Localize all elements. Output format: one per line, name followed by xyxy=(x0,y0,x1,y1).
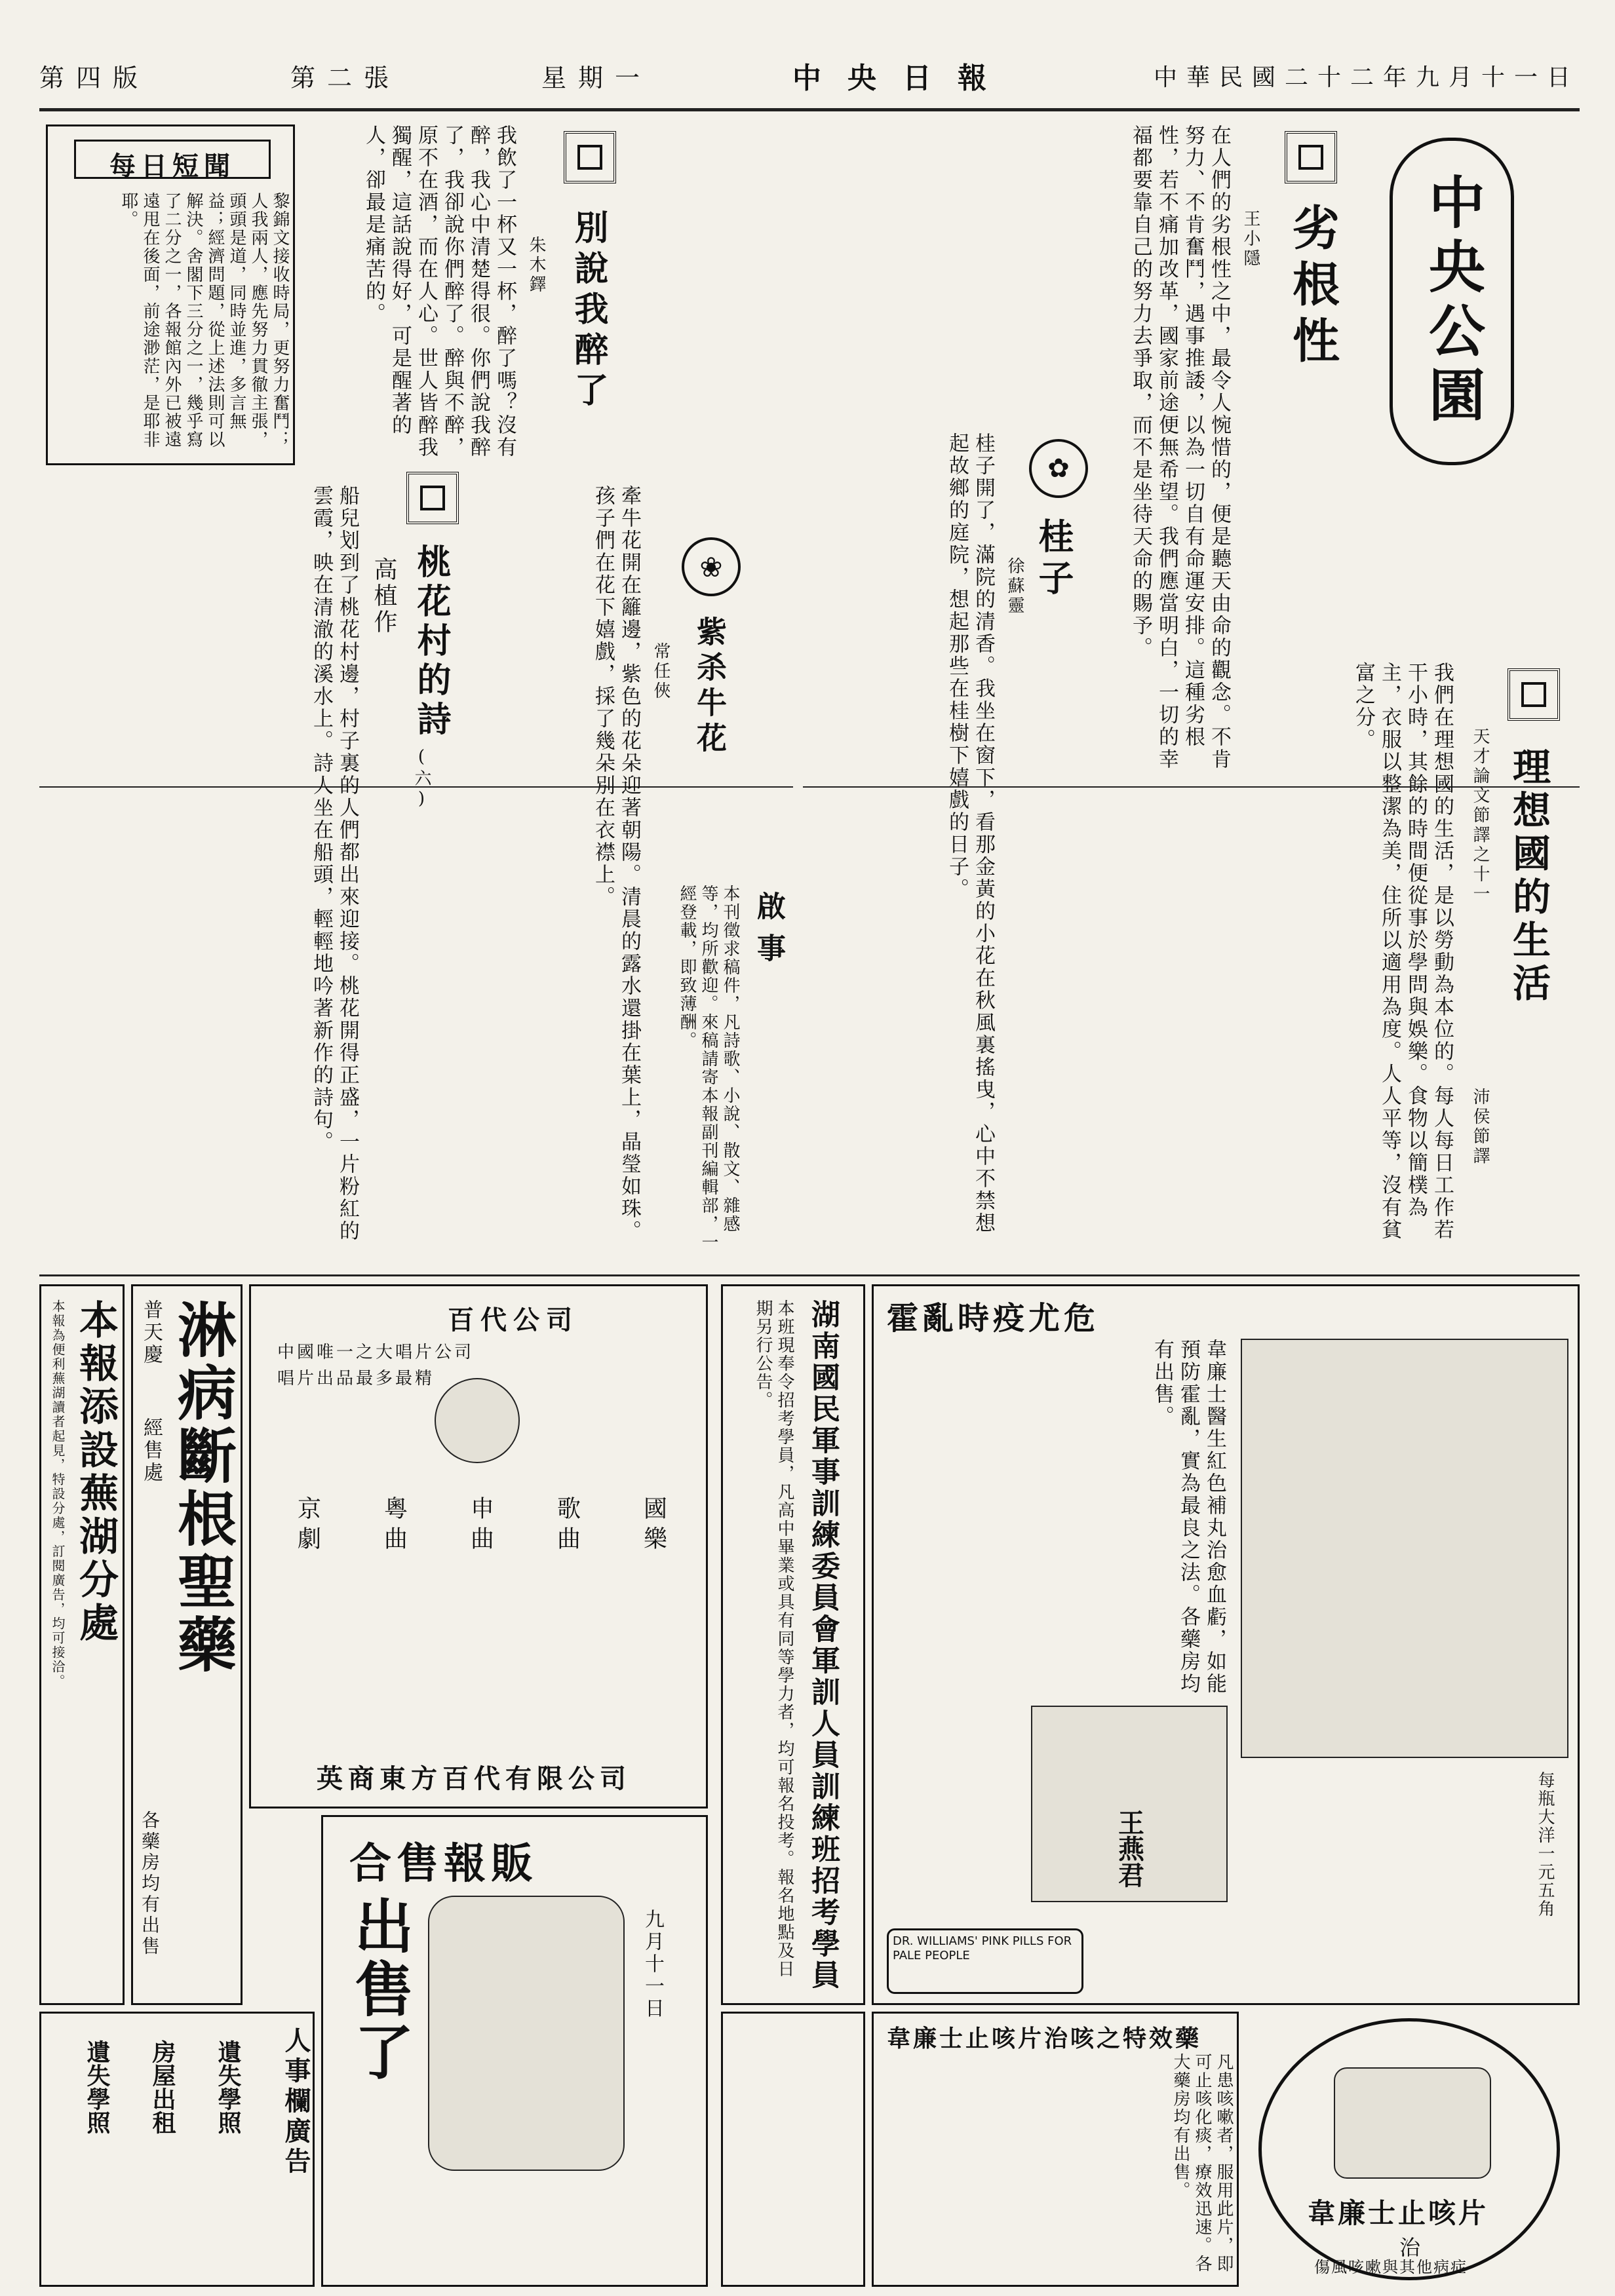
lixiangguo-subtitle: 天才論文節譯之十一 xyxy=(1470,727,1490,904)
issue-date: 中華民國二十二年九月十一日 xyxy=(1153,64,1580,91)
product-item: 粵曲 xyxy=(380,1496,408,1556)
emblem-frame xyxy=(1390,138,1514,465)
product-item: 申曲 xyxy=(467,1496,494,1556)
masthead-rule xyxy=(39,108,1580,111)
ziteng-body: 牽牛花開在籬邊，紫色的花朵迎著朝陽。清晨的露水還掛在葉上，晶瑩如珠。孩子們在花下嬉戲，採了幾朵別在衣襟上。 xyxy=(591,485,641,1242)
doctor-patient-illustration xyxy=(1241,1339,1568,1758)
qishi-body: 本刊徵求稿件，凡詩歌、小說、散文、雜感等，均所歡迎。來稿請寄本報副刊編輯部，一經登載，即致薄酬。 xyxy=(677,885,740,1252)
linbing-headline: 淋病斷根聖藥 xyxy=(167,1299,237,1677)
woman-illustration xyxy=(428,1896,625,2171)
biewo-author: 朱木鐸 xyxy=(526,236,546,295)
taohua-title: 桃花村的詩 xyxy=(411,544,451,740)
linbing-shop: 經售處 xyxy=(140,1417,163,1484)
taohua-body: 船兒划到了桃花村邊，村子裏的人們都出來迎接。桃花開得正盛，一片粉紅的雲霞，映在清澈的溪水上。詩人坐在船頭，輕輕地吟著新作的詩句。 xyxy=(309,485,359,1242)
kesou-circle xyxy=(1258,2018,1560,2280)
kesou-label-sub: 治 xyxy=(1399,2235,1421,2260)
linbing-ad xyxy=(131,1284,243,2005)
flower-icon: ✿ xyxy=(1029,439,1088,498)
huoluan-headline: 霍亂時疫尤危 xyxy=(887,1300,1100,1337)
ziteng-title: 紫杀牛花 xyxy=(692,616,728,757)
kesou-body: 凡患咳嗽者，服用此片，即可止咳化痰，療效迅速。各大藥房均有出售。 xyxy=(1171,2053,1234,2273)
hehe-headline: 合售報販 xyxy=(349,1839,538,1888)
product-item: 國樂 xyxy=(640,1496,667,1556)
pathe-ad xyxy=(249,1284,708,1808)
weekday: 星期一 xyxy=(541,63,652,92)
ornament-icon xyxy=(1285,131,1337,183)
guizi-article xyxy=(813,426,1101,1265)
misc-listing xyxy=(721,2012,865,2287)
guizi-author: 徐蘇靈 xyxy=(1005,557,1024,616)
biewo-article xyxy=(302,124,629,465)
lexing-body: 在人們的劣根性之中，最令人惋惜的，便是聽天由命的觀念。不肯努力、不肯奮鬥，遇事推諉，以為一切自有命運安排。這種劣根性，若不痛加改革，國家前途便無希望。我們應當明白，一切的幸福都要靠自己的努力去爭取，而不是坐待天命的賜予。 xyxy=(1129,124,1231,771)
training-headline: 湖南國民軍事訓練委員會軍訓人員訓練班招考學員 xyxy=(806,1299,840,1991)
hehe-date: 九月十一日 xyxy=(641,1909,664,2020)
huoluan-ad xyxy=(872,1284,1580,2005)
masthead xyxy=(39,46,1580,105)
daily-news-body: 黎錦文接收時局，更努力奮鬥；人我兩人，應先努力貫徹主張，頭頭是道，同時並進，多言無益；經濟問題，從上述法則可以解決。舍閣下三分之一，幾乎寫了二分之一，各報館內外已被遠遠甩在後面，前途渺茫，是耶非耶。 xyxy=(119,192,290,449)
biewo-title: 別說我醉了 xyxy=(568,210,608,413)
renshi-headline: 人事欄廣告 xyxy=(281,2027,311,2177)
renshi-ad xyxy=(39,2012,315,2287)
figures-illustration xyxy=(1334,2067,1491,2179)
doctor-name: 王燕君 xyxy=(1114,1809,1145,1888)
wuhu-body: 本報為便利蕪湖讀者起見，特設分處，訂閱廣告，均可接洽。 xyxy=(50,1299,66,1689)
daily-news-box xyxy=(46,124,295,465)
zhongyang-title: 中央公園 xyxy=(1419,173,1485,430)
lixiangguo-article xyxy=(1114,655,1573,1265)
hehe-ad xyxy=(321,1815,708,2287)
daily-news-title: 每日短聞 xyxy=(74,140,271,179)
renshi-item: 房屋出租 xyxy=(149,2040,176,2134)
renshi-item: 遺失學照 xyxy=(83,2040,111,2134)
lexing-title: 劣根性 xyxy=(1285,203,1340,372)
section-label: 第二張 xyxy=(290,63,401,92)
pink-pills-package: DR. WILLIAMS' PINK PILLS FOR PALE PEOPLE xyxy=(887,1928,1083,1994)
kesou-label xyxy=(1245,2012,1573,2287)
pathe-slogan: 中國唯一之大唱片公司 xyxy=(277,1343,475,1362)
qishi-notice xyxy=(675,878,787,1258)
doctor-portrait xyxy=(1031,1706,1228,1902)
paper-title: 中央日報 xyxy=(792,62,1013,95)
lixiangguo-title: 理想國的生活 xyxy=(1506,747,1551,1006)
wuhu-ad xyxy=(39,1284,125,2005)
morning-glory-icon: ❀ xyxy=(682,537,741,596)
kesou-ad xyxy=(872,2012,1239,2287)
lixiangguo-body: 我們在理想國的生活，是以勞動為本位的。每人每日工作若干小時，其餘的時間便從事於學問與娛樂。食物以簡樸為主，衣服以整潔為美，住所以適用為度。人人平等，沒有貧富之分。 xyxy=(1352,662,1454,1241)
huoluan-body: 韋廉士醫生紅色補丸治愈血虧，如能預防霍亂，實為最良之法。各藥房均有出售。 xyxy=(1150,1339,1226,1695)
renshi-item: 遺失學照 xyxy=(214,2040,242,2134)
linbing-sub: 普天慶 xyxy=(140,1299,163,1366)
product-item: 京劇 xyxy=(294,1496,321,1556)
kesou-label-headline: 韋廉士止咳片 xyxy=(1308,2197,1489,2229)
kesou-label-footer: 傷風咳嗽與其他病症 xyxy=(1314,2258,1468,2276)
pathe-company: 百代公司 xyxy=(448,1305,579,1335)
wuhu-headline: 本報添設蕪湖分處 xyxy=(73,1299,119,1645)
training-body: 本班現奉令招考學員，凡高中畢業或具有同等學力者，均可報名投考。報名地點及日期另行公告。 xyxy=(753,1299,794,1978)
ziteng-author: 常任俠 xyxy=(651,642,671,701)
guizi-title: 桂子 xyxy=(1033,518,1075,602)
lixiangguo-author: 沛侯節譯 xyxy=(1470,1088,1490,1166)
ornament-icon xyxy=(406,472,459,524)
pathe-sub: 唱片出品最多最精 xyxy=(277,1369,435,1388)
linbing-note: 各藥房均有出售 xyxy=(139,1810,161,1957)
guizi-body: 桂子開了，滿院的清香。我坐在窗下，看那金黃的小花在秋風裏搖曳，心中不禁想起故鄉的庭院，想起那些在桂樹下嬉戲的日子。 xyxy=(945,432,995,1234)
rooster-logo-icon xyxy=(435,1378,520,1463)
zhongyang-emblem xyxy=(1363,124,1547,478)
section-divider xyxy=(39,1274,1580,1276)
taohua-episode: (六) xyxy=(412,747,431,811)
biewo-body: 我飲了一杯又一杯，醉了嗎？沒有醉，我心中清楚得很。你們說我醉了，我卻說你們醉了。醉與不醉，原不在酒，而在人心。世人皆醉我獨醒，這話說得好，可是醒著的人，卻最是痛苦的。 xyxy=(362,124,516,459)
ornament-icon xyxy=(564,131,616,183)
qishi-title: 啟事 xyxy=(752,891,785,975)
kesou-headline: 韋廉士止咳片治咳之特效藥 xyxy=(887,2025,1202,2052)
lexing-author: 王小隱 xyxy=(1241,210,1260,269)
taohua-article xyxy=(39,472,472,1265)
training-ad xyxy=(721,1284,865,2005)
product-item: 歌曲 xyxy=(553,1496,581,1556)
pathe-product-list xyxy=(264,1496,697,1745)
pathe-footer: 英商東方百代有限公司 xyxy=(317,1763,631,1794)
taohua-author: 高植作 xyxy=(370,557,397,636)
hehe-sub: 出售了 xyxy=(344,1896,414,2084)
ornament-icon xyxy=(1508,668,1560,721)
huoluan-price: 每瓶大洋一元五角 xyxy=(1535,1771,1555,1918)
page-number: 第四版 xyxy=(39,63,150,92)
